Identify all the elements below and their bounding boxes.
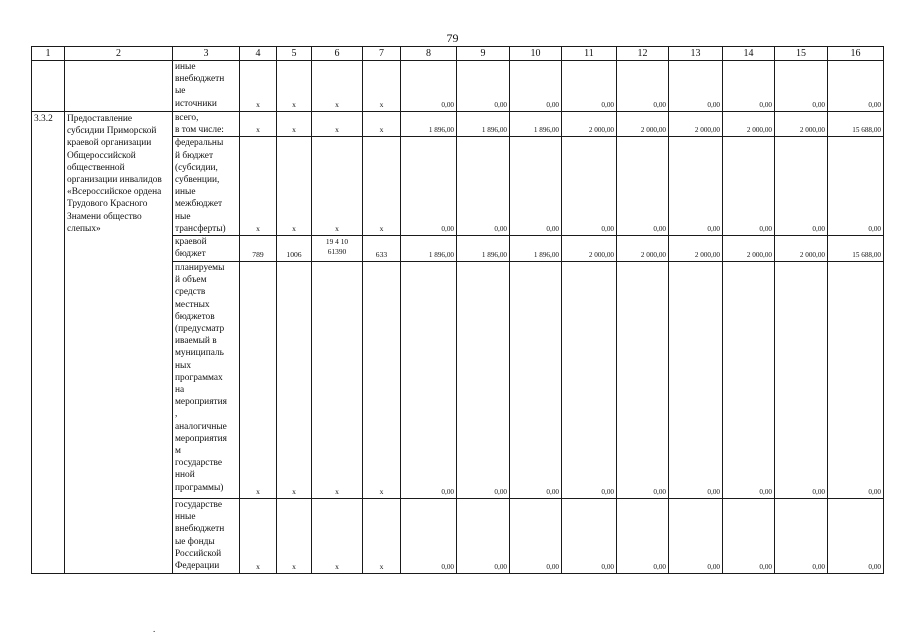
amount-cell: 1 896,00 bbox=[457, 112, 510, 137]
code-col-6 bbox=[312, 236, 363, 262]
header-cell: 2 bbox=[65, 47, 173, 61]
amount-cell: 0,00 bbox=[723, 262, 775, 499]
funding-source bbox=[173, 61, 240, 112]
item-number: 3.3.2 bbox=[32, 112, 65, 574]
amount-cell: 0,00 bbox=[669, 61, 723, 112]
funding-source-line: трансферты) bbox=[175, 223, 226, 234]
amount-cell: 0,00 bbox=[562, 262, 617, 499]
amount-cell: 1 896,00 bbox=[457, 236, 510, 262]
funding-source-line: бюджетов bbox=[175, 311, 215, 322]
code-col-5: 1006 bbox=[277, 236, 312, 262]
funding-source-line: (субсидии, bbox=[175, 162, 218, 173]
header-cell: 8 bbox=[401, 47, 457, 61]
funding-source-line: аналогичные bbox=[175, 421, 227, 432]
header-cell: 16 bbox=[828, 47, 884, 61]
funding-source-line: государстве bbox=[175, 500, 223, 511]
funding-source-line: , bbox=[175, 409, 178, 420]
header-cell: 13 bbox=[669, 47, 723, 61]
amount-cell: 2 000,00 bbox=[669, 236, 723, 262]
funding-source-line: источники bbox=[175, 98, 217, 109]
amount-cell: 1 896,00 bbox=[510, 236, 562, 262]
header-cell: 14 bbox=[723, 47, 775, 61]
funding-source-line: иные bbox=[175, 62, 196, 72]
code-col-7: x bbox=[363, 137, 401, 236]
funding-source bbox=[173, 262, 240, 499]
header-cell: 7 bbox=[363, 47, 401, 61]
code-col-4: x bbox=[240, 137, 277, 236]
code-col-6-line: 61390 bbox=[327, 247, 347, 257]
funding-source-line: местных bbox=[175, 299, 210, 310]
funding-source bbox=[173, 112, 240, 137]
code-col-4: x bbox=[240, 61, 277, 112]
code-col-6: x bbox=[312, 112, 363, 137]
page-number: 79 bbox=[446, 31, 459, 45]
amount-cell: 0,00 bbox=[562, 499, 617, 574]
code-col-5: x bbox=[277, 499, 312, 574]
amount-cell: 0,00 bbox=[775, 499, 828, 574]
funding-source-line: на bbox=[175, 385, 185, 396]
table-body bbox=[32, 47, 884, 574]
funding-source-line: ые bbox=[175, 86, 186, 97]
code-col-7: 633 bbox=[363, 236, 401, 262]
header-row bbox=[32, 47, 884, 61]
code-col-6: x bbox=[312, 137, 363, 236]
code-col-7: x bbox=[363, 262, 401, 499]
funding-source-line: в том числе: bbox=[175, 125, 224, 136]
table-row bbox=[32, 61, 884, 112]
funding-source-line: м bbox=[175, 446, 181, 457]
header-cell: 6 bbox=[312, 47, 363, 61]
code-col-6: x bbox=[312, 61, 363, 112]
funding-source-line: планируемы bbox=[175, 263, 225, 274]
funding-source-line: иваемый в bbox=[175, 336, 217, 347]
funding-source bbox=[173, 236, 240, 262]
amount-cell: 0,00 bbox=[510, 137, 562, 236]
table-row bbox=[32, 112, 884, 137]
stray-mark: . bbox=[153, 624, 156, 634]
amount-cell: 2 000,00 bbox=[617, 112, 669, 137]
amount-cell: 0,00 bbox=[401, 262, 457, 499]
amount-cell: 2 000,00 bbox=[775, 236, 828, 262]
funding-source-line: й объем bbox=[175, 275, 207, 286]
amount-cell: 0,00 bbox=[828, 499, 884, 574]
amount-cell: 0,00 bbox=[828, 61, 884, 112]
amount-cell: 0,00 bbox=[617, 499, 669, 574]
funding-source bbox=[173, 499, 240, 574]
code-col-5: x bbox=[277, 61, 312, 112]
code-col-6: x bbox=[312, 499, 363, 574]
amount-cell: 0,00 bbox=[723, 61, 775, 112]
header-cell: 10 bbox=[510, 47, 562, 61]
amount-cell: 0,00 bbox=[617, 262, 669, 499]
funding-source-line: государстве bbox=[175, 458, 223, 469]
funding-source-line: программах bbox=[175, 372, 223, 383]
amount-cell: 0,00 bbox=[457, 499, 510, 574]
funding-source-line: межбюджет bbox=[175, 199, 223, 210]
code-col-4: x bbox=[240, 112, 277, 137]
code-col-7: x bbox=[363, 112, 401, 137]
funding-source-line: (предусматр bbox=[175, 324, 225, 335]
code-col-5: x bbox=[277, 112, 312, 137]
amount-cell: 0,00 bbox=[669, 262, 723, 499]
funding-source-line: нные bbox=[175, 512, 196, 523]
amount-cell: 1 896,00 bbox=[510, 112, 562, 137]
amount-cell: 0,00 bbox=[562, 61, 617, 112]
funding-source-line: краевой bbox=[175, 237, 207, 248]
header-cell: 4 bbox=[240, 47, 277, 61]
amount-cell: 2 000,00 bbox=[669, 112, 723, 137]
amount-cell: 0,00 bbox=[775, 262, 828, 499]
amount-cell: 0,00 bbox=[617, 61, 669, 112]
amount-cell: 0,00 bbox=[723, 137, 775, 236]
code-col-7: x bbox=[363, 499, 401, 574]
item-name: Предоставление субсидии Приморской краевой организации Общероссийской общественной организации инвалидов «Всероссийское ордена Трудового Красного Знамени общество слепых» bbox=[65, 112, 173, 574]
header-cell: 5 bbox=[277, 47, 312, 61]
amount-cell: 0,00 bbox=[510, 61, 562, 112]
header-cell: 15 bbox=[775, 47, 828, 61]
amount-cell: 1 896,00 bbox=[401, 112, 457, 137]
header-cell: 1 bbox=[32, 47, 65, 61]
funding-source-line: ных bbox=[175, 360, 192, 371]
funding-source-line: внебюджетн bbox=[175, 74, 225, 85]
amount-cell: 2 000,00 bbox=[723, 112, 775, 137]
amount-cell: 0,00 bbox=[401, 61, 457, 112]
amount-cell: 0,00 bbox=[669, 499, 723, 574]
code-col-6: x bbox=[312, 262, 363, 499]
funding-source-line: Российской bbox=[175, 548, 222, 559]
amount-cell: 2 000,00 bbox=[723, 236, 775, 262]
header-cell: 11 bbox=[562, 47, 617, 61]
amount-cell: 0,00 bbox=[669, 137, 723, 236]
code-col-4: x bbox=[240, 262, 277, 499]
funding-source-line: субвенции, bbox=[175, 175, 220, 186]
amount-cell: 0,00 bbox=[401, 137, 457, 236]
header-cell: 12 bbox=[617, 47, 669, 61]
funding-source-line: муниципаль bbox=[175, 348, 224, 359]
funding-source-line: иные bbox=[175, 187, 196, 198]
amount-cell: 0,00 bbox=[723, 499, 775, 574]
amount-cell: 1 896,00 bbox=[401, 236, 457, 262]
amount-cell: 2 000,00 bbox=[562, 112, 617, 137]
funding-source-line: нной bbox=[175, 470, 195, 481]
amount-cell: 0,00 bbox=[617, 137, 669, 236]
funding-source-line: всего, bbox=[175, 113, 199, 123]
header-cell: 3 bbox=[173, 47, 240, 61]
code-col-4: 789 bbox=[240, 236, 277, 262]
amount-cell: 0,00 bbox=[401, 499, 457, 574]
funding-source-line: мероприятия bbox=[175, 433, 227, 444]
funding-source-line: программы) bbox=[175, 482, 224, 493]
amount-cell: 0,00 bbox=[828, 262, 884, 499]
amount-cell: 0,00 bbox=[775, 61, 828, 112]
amount-cell: 2 000,00 bbox=[617, 236, 669, 262]
code-col-5: x bbox=[277, 137, 312, 236]
amount-cell: 0,00 bbox=[457, 137, 510, 236]
funding-source-line: й бюджет bbox=[175, 150, 214, 161]
funding-source-line: средств bbox=[175, 287, 206, 298]
header-cell: 9 bbox=[457, 47, 510, 61]
amount-cell: 2 000,00 bbox=[775, 112, 828, 137]
amount-cell: 0,00 bbox=[510, 262, 562, 499]
funding-source-line: Федерации bbox=[175, 561, 220, 572]
amount-cell: 2 000,00 bbox=[562, 236, 617, 262]
funding-source-line: бюджет bbox=[175, 249, 206, 260]
budget-table bbox=[31, 46, 884, 574]
code-col-6-line: 19 4 10 bbox=[325, 237, 349, 247]
amount-cell: 0,00 bbox=[828, 137, 884, 236]
amount-cell: 15 688,00 bbox=[828, 112, 884, 137]
amount-cell: 0,00 bbox=[510, 499, 562, 574]
funding-source-line: ые фонды bbox=[175, 536, 215, 547]
funding-source bbox=[173, 137, 240, 236]
amount-cell: 15 688,00 bbox=[828, 236, 884, 262]
amount-cell: 0,00 bbox=[457, 61, 510, 112]
amount-cell: 0,00 bbox=[562, 137, 617, 236]
code-col-7: x bbox=[363, 61, 401, 112]
funding-source-line: внебюджетн bbox=[175, 524, 225, 535]
amount-cell: 0,00 bbox=[775, 137, 828, 236]
funding-source-line: федеральны bbox=[175, 138, 224, 149]
item-name-cell bbox=[65, 61, 173, 112]
funding-source-line: ные bbox=[175, 211, 191, 222]
amount-cell: 0,00 bbox=[457, 262, 510, 499]
funding-source-line: мероприятия bbox=[175, 397, 227, 408]
item-number-cell bbox=[32, 61, 65, 112]
code-col-5: x bbox=[277, 262, 312, 499]
code-col-4: x bbox=[240, 499, 277, 574]
